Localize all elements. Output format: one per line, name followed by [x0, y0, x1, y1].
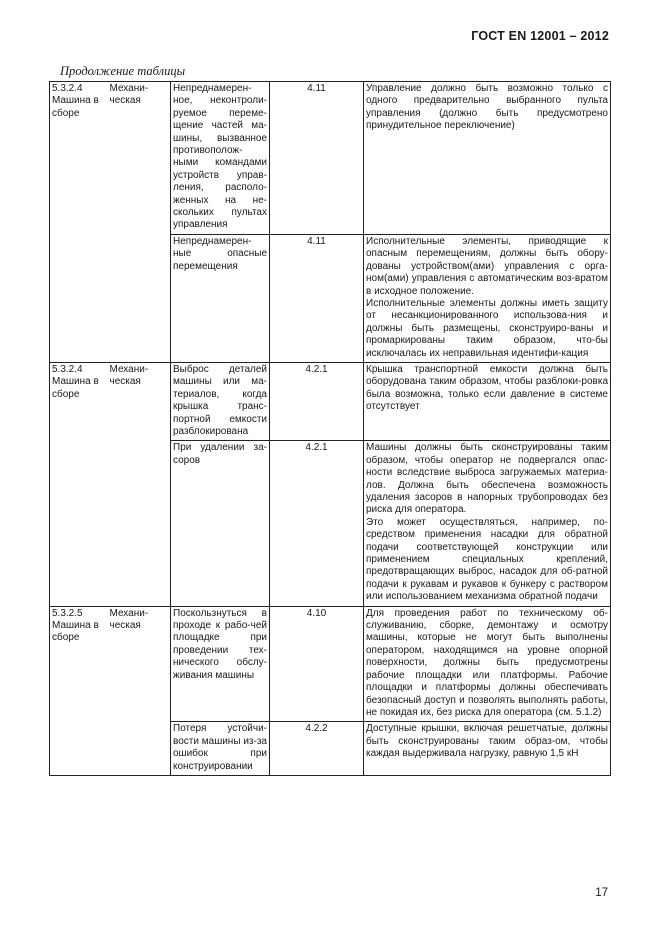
clause-cell: 4.10 — [270, 606, 364, 722]
clause-cell: 4.11 — [270, 234, 364, 362]
section-cell: 5.3.2.4 Машина в сборе — [50, 362, 108, 606]
requirement-cell: Исполнительные элементы, приводящие к опасным перемещениям, должны быть обору-дованы устройством(ами) управления с орга-ном(ами) управления с автоматическим воз-вратом в исходное положение. Исполнительные элементы должны иметь защиту от несанкционированного использова-ния и должны быть размещены, сконструиро-ваны и промаркированы таким образом, что-бы исключалась их неправильная идентифи-кация — [364, 234, 611, 362]
hazard-cell: Выброс деталей машины или ма-териалов, когда крышка транс-портной емкости разблокирована — [171, 362, 270, 440]
clause-cell: 4.2.2 — [270, 722, 364, 776]
requirement-cell: Управление должно быть возможно только с одного предварительно выбранного пульта управления (должно быть предусмотрено принудительное переключение) — [364, 82, 611, 235]
table-row — [50, 362, 611, 440]
section-cell: 5.3.2.5 Машина в сборе — [50, 606, 108, 775]
category-cell: Механи- ческая — [108, 606, 171, 775]
hazard-cell: При удалении за-соров — [171, 441, 270, 606]
table-row — [50, 82, 611, 235]
hazard-cell: Потеря устойчи-вости машины из-за ошибок при конструировании — [171, 722, 270, 776]
requirement-cell: Машины должны быть сконструированы таким образом, чтобы оператор не подвергался опас-ности вследствие выброса загружаемых материа-лов. Должна быть обеспечена возможность удаления засоров в напорных трубопроводах без риска для оператора. Это может осуществляться, например, по-средством применения насадки для обратной подачи соответствующей конструкции или применением специальных креплений, предотвращающих выброс, насадок для об-ратной подачи к рукавам и рукавов к бункеру с раствором или использованием механизма обратной подачи — [364, 441, 611, 606]
document-header: ГОСТ EN 12001 – 2012 — [471, 29, 609, 43]
category-cell: Механи- ческая — [108, 82, 171, 363]
clause-cell: 4.2.1 — [270, 362, 364, 440]
section-cell: 5.3.2.4 Машина в сборе — [50, 82, 108, 363]
requirement-cell: Для проведения работ по техническому об-служиванию, сборке, демонтажу и осмотру машины, которые не могут быть выполнены оператором, находящимся на уровне опорной поверхности, должны быть предусмотрены рабочие площадки или платформы. Рабочие площадки и платформы должны обеспечивать безопасный доступ и позволять выполнять работы, не покидая их, без риска для оператора (см. 5.1.2) — [364, 606, 611, 722]
table-row — [50, 606, 611, 722]
hazard-cell: Поскользнуться в проходе к рабо-чей площадке при проведении тех-нического обслу-живания машины — [171, 606, 270, 722]
table-continuation-caption: Продолжение таблицы — [60, 64, 186, 78]
clause-cell: 4.2.1 — [270, 441, 364, 606]
requirement-cell: Крышка транспортной емкости должна быть оборудована таким образом, чтобы разблоки-ровка была возможна, только если давление в системе отсутствует — [364, 362, 611, 440]
requirement-cell: Доступные крышки, включая решетчатые, должны быть сконструированы таким образ-ом, чтобы каждая выдерживала нагрузку, равную 1,5 кН — [364, 722, 611, 776]
category-cell: Механи- ческая — [108, 362, 171, 606]
clause-cell: 4.11 — [270, 82, 364, 235]
hazard-cell: Непреднамерен-ное, неконтроли-руемое переме-щение частей ма-шины, вызванное противополож-ными командами устройств управ-ления, располо-женных на не-скольких пультах управления — [171, 82, 270, 235]
hazard-cell: Непреднамерен-ные опасные перемещения — [171, 234, 270, 362]
hazard-table — [49, 81, 611, 776]
page-number: 17 — [595, 887, 608, 899]
